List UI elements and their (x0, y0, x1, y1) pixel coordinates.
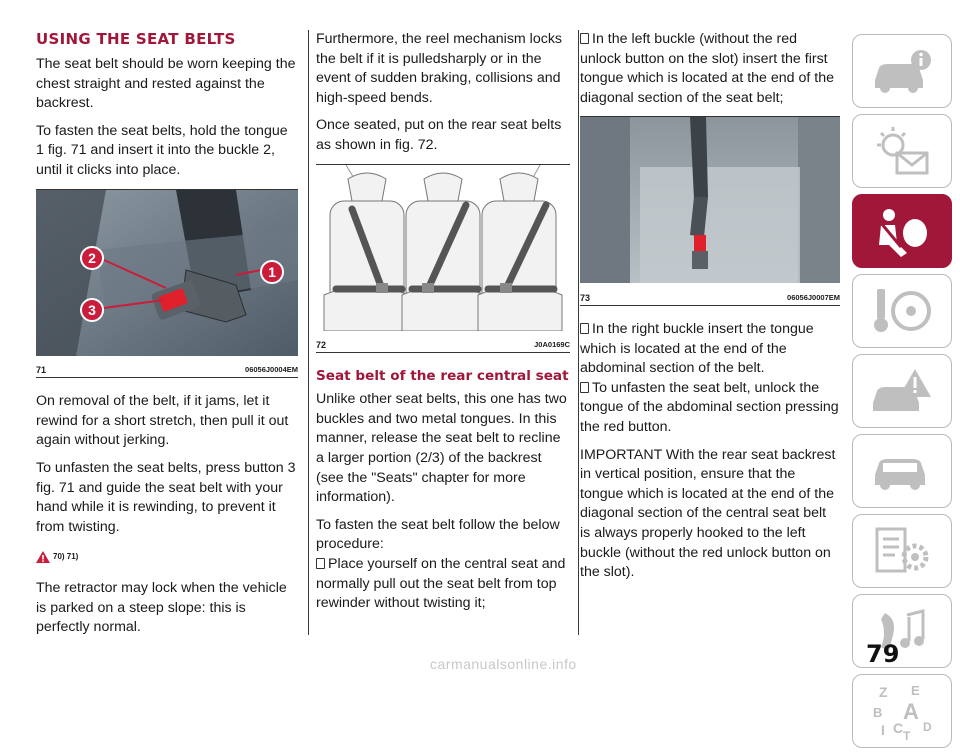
airbag-seatbelt-icon (867, 203, 937, 259)
tab-index[interactable] (852, 674, 952, 748)
tab-safety[interactable] (852, 194, 952, 268)
bullet-box-icon (580, 382, 589, 393)
figure-71 (36, 189, 298, 379)
paragraph: To fasten the seat belt follow the below procedure: (316, 516, 560, 553)
svg-text:B: B (873, 705, 883, 720)
figure-code: 06056J0007EM (787, 292, 840, 302)
rear-seats-belts-diagram (316, 165, 570, 331)
tab-emergency[interactable] (852, 354, 952, 428)
paragraph: Furthermore, the reel mechanism locks the belt if it is pulledsharply or in the event of sudden braking, collisions and high-speed bends. (316, 31, 563, 106)
column-3 (580, 30, 840, 591)
svg-text:Z: Z (879, 684, 888, 700)
svg-text:A: A (903, 699, 919, 724)
column-1 (36, 30, 298, 646)
maintenance-car-icon (867, 443, 937, 499)
tab-car-info[interactable] (852, 34, 952, 108)
bullet-box-icon (580, 323, 589, 334)
figure-code: 06056J0004EM (245, 365, 298, 375)
warning-light-icon (867, 123, 937, 179)
paragraph: To unfasten the seat belts, press button 3 fig. 71 and guide the seat belt with your hand while it is rewinding, to prevent it from twisting. (36, 459, 296, 535)
tab-technical-data[interactable] (852, 514, 952, 588)
figure-72 (316, 164, 570, 354)
warning-reference: 70) 71) (36, 547, 298, 567)
svg-text:T: T (903, 729, 911, 741)
bullet-item: Place yourself on the central seat and normally pull out the seat belt from top rewinder without twisting it; (316, 555, 566, 612)
index-letters-icon (867, 681, 937, 741)
paragraph: The retractor may lock when the vehicle is parked on a steep slope: this is perfectly normal. (36, 579, 287, 636)
warning-triangle-icon (36, 551, 50, 563)
svg-text:D: D (923, 720, 932, 734)
figure-code: J0A0169C (534, 340, 570, 350)
bullet-item: In the left buckle (without the red unlock button on the slot) insert the first tongue which is located at the end of the diagonal section of the seat belt; (580, 31, 834, 106)
tab-starting-driving[interactable] (852, 274, 952, 348)
column-divider (308, 30, 309, 635)
svg-text:C: C (893, 720, 904, 736)
tab-warning-lights[interactable] (852, 114, 952, 188)
svg-text:I: I (881, 722, 885, 738)
svg-text:E: E (911, 683, 920, 698)
bullet-box-icon (316, 558, 325, 569)
figure-number: 73 (580, 292, 591, 303)
paragraph: To fasten the seat belts, hold the tongue 1 fig. 71 and insert it into the buckle 2, until it clicks into place. (36, 122, 288, 178)
svg-text:1: 1 (268, 263, 276, 280)
car-info-icon (867, 46, 937, 96)
tab-maintenance[interactable] (852, 434, 952, 508)
paragraph: Unlike other seat belts, this one has two buckles and two metal tongues. In this manner, release the seat belt to recline a larger portion (2/3) of the backrest (see the "Seats" chapter for more information). (316, 391, 567, 506)
svg-text:3: 3 (88, 301, 96, 318)
figure-number: 72 (316, 340, 327, 351)
bullet-item: To unfasten the seat belt, unlock the tongue of the abdominal section pressing the red button. (580, 379, 839, 435)
paragraph: The seat belt should be worn keeping the chest straight and rested against the backrest. (36, 56, 296, 112)
paragraph: IMPORTANT With the rear seat backrest in vertical position, ensure that the tongue which is located at the end of the diagonal section of the central seat belt is always properly hooked to the left buckle (without the red unlock button on the slot). (580, 446, 836, 581)
paragraph: On removal of the belt, if it jams, let it rewind for a short stretch, then pull it out again without jerking. (36, 393, 289, 449)
page-number: 79 (866, 640, 900, 668)
specs-gear-icon (867, 523, 937, 579)
watermark: carmanualsonline.info (430, 656, 577, 672)
steering-key-icon (867, 283, 937, 339)
figure-number: 71 (36, 365, 47, 376)
subheading: Seat belt of the rear central seat (316, 368, 569, 385)
seatbelt-buckle-photo (36, 190, 298, 356)
column-2 (316, 30, 570, 622)
paragraph: Once seated, put on the rear seat belts as shown in fig. 72. (316, 117, 562, 153)
column-divider (578, 30, 579, 635)
emergency-car-icon (867, 363, 937, 419)
figure-73 (580, 116, 840, 306)
bullet-item: In the right buckle insert the tongue which is located at the end of the abdominal section of the belt. (580, 320, 814, 377)
svg-text:2: 2 (88, 249, 96, 266)
bullet-box-icon (580, 33, 589, 44)
section-title: USING THE SEAT BELTS (36, 30, 236, 48)
central-belt-photo (580, 117, 840, 283)
